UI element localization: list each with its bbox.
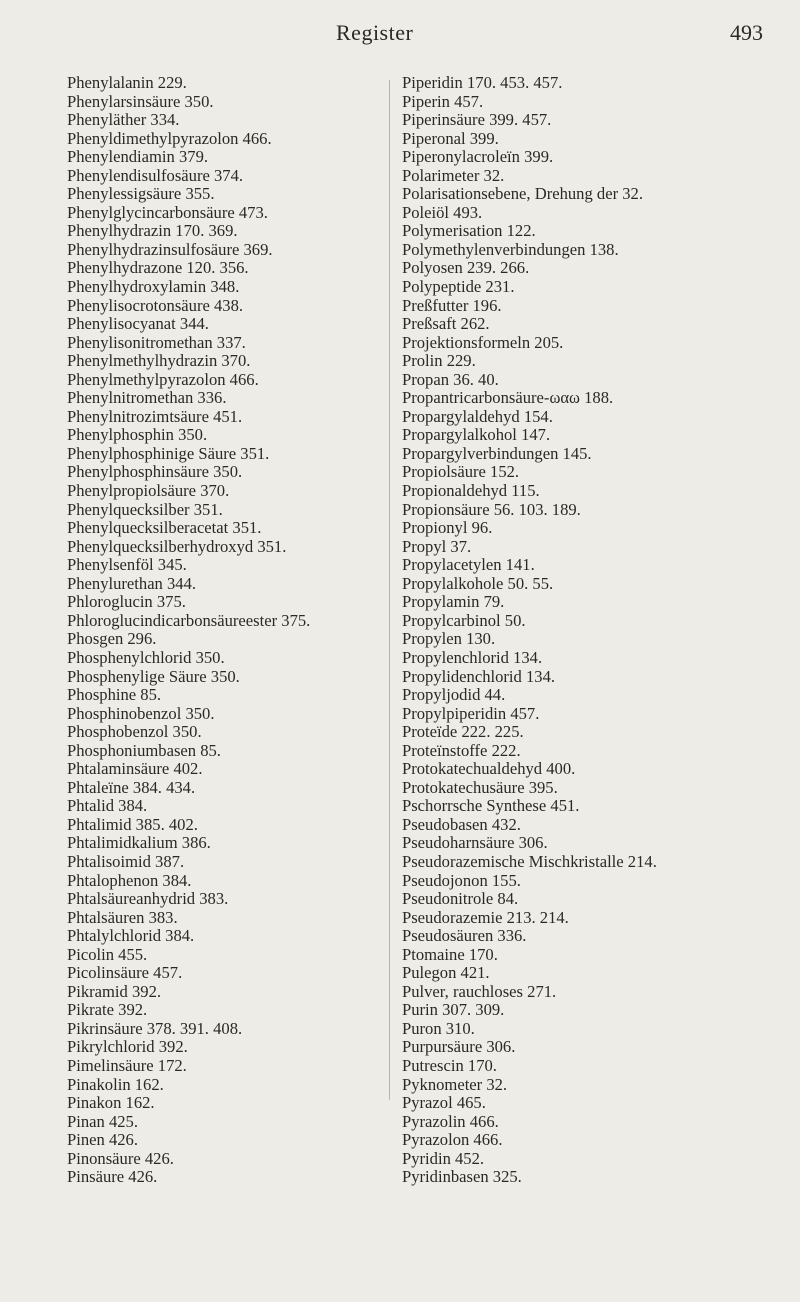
index-entry: Piperonal 399. — [402, 128, 499, 148]
index-entry: Proteïde 222. 225. — [402, 722, 524, 742]
index-entry: Propantricarbonsäure-ωαω 188. — [402, 388, 614, 408]
index-entry: Preßsaft 262. — [402, 314, 490, 334]
index-entry: Propylamin 79. — [402, 592, 505, 612]
index-entry: Pikrate 392. — [67, 1000, 148, 1020]
index-entry: Phenylquecksilberhydroxyd 351. — [67, 536, 287, 556]
index-entry: Phenylisocrotonsäure 438. — [67, 295, 244, 315]
index-entry: Phenylessigsäure 355. — [67, 184, 215, 204]
index-entry: Preßfutter 196. — [402, 295, 502, 315]
index-entry: Phenylquecksilber 351. — [67, 499, 223, 519]
index-entry: Piperidin 170. 453. 457. — [402, 73, 563, 92]
index-entry: Pseudojonon 155. — [402, 870, 521, 890]
index-entry: Polyosen 239. 266. — [402, 258, 530, 278]
index-entry: Piperin 457. — [402, 91, 484, 111]
index-entry: Phenylpropiolsäure 370. — [67, 481, 230, 501]
index-entry: Pyknometer 32. — [402, 1074, 508, 1094]
index-entry: Polypeptide 231. — [402, 277, 515, 297]
index-entry: Pseudorazemische Mischkristalle 214. — [402, 851, 657, 871]
index-entry: Phosphobenzol 350. — [67, 722, 202, 742]
index-entry: Phenylmethylhydrazin 370. — [67, 351, 251, 371]
index-entry: Phenylquecksilberacetat 351. — [67, 518, 262, 538]
index-entry: Phenylsenföl 345. — [67, 555, 187, 575]
index-entry: Pseudorazemie 213. 214. — [402, 907, 569, 927]
index-entry: Propionyl 96. — [402, 518, 493, 538]
index-entry: Phtaleïne 384. 434. — [67, 777, 196, 797]
index-entry: Picolin 455. — [67, 944, 148, 964]
index-entry: Phenylglycincarbonsäure 473. — [67, 202, 268, 222]
index-entry: Pikrinsäure 378. 391. 408. — [67, 1018, 243, 1038]
index-entry: Phenylphosphinige Säure 351. — [67, 443, 270, 463]
index-entry: Pimelinsäure 172. — [67, 1055, 187, 1075]
index-entry: Pinan 425. — [67, 1111, 138, 1131]
index-entry: Phenylphosphinsäure 350. — [67, 462, 243, 482]
index-column-left — [67, 74, 385, 1187]
index-entry: Propylacetylen 141. — [402, 555, 535, 575]
index-entry: Phtalophenon 384. — [67, 870, 192, 890]
index-entry: Polarisationsebene, Drehung der 32. — [402, 184, 644, 204]
page-title: Register — [336, 20, 414, 45]
index-entry: Phenylphosphin 350. — [67, 425, 208, 445]
index-entry: Protokatechusäure 395. — [402, 777, 558, 797]
index-entry: Propan 36. 40. — [402, 369, 499, 389]
index-entry: Phloroglucindicarbonsäureester 375. — [67, 610, 311, 630]
index-entry: Phenylhydrazinsulfosäure 369. — [67, 239, 273, 259]
index-entry: Polarimeter 32. — [402, 165, 505, 185]
page-number: 493 — [730, 20, 763, 45]
index-entry: Pschorrsche Synthese 451. — [402, 796, 580, 816]
index-entry: Propylcarbinol 50. — [402, 610, 526, 630]
index-column-right — [402, 74, 782, 1187]
index-entry: Propargylalkohol 147. — [402, 425, 551, 445]
index-entry: Pulver, rauchloses 271. — [402, 981, 557, 1001]
index-entry: Projektionsformeln 205. — [402, 332, 564, 352]
index-entry: Phenylurethan 344. — [67, 573, 197, 593]
index-entry: Pseudobasen 432. — [402, 814, 521, 834]
index-entry: Pyridinbasen 325. — [402, 1167, 522, 1187]
index-entry: Pinsäure 426. — [67, 1167, 158, 1187]
index-entry: Phenylendisulfosäure 374. — [67, 165, 244, 185]
index-entry: Phosphenylige Säure 350. — [67, 666, 240, 686]
index-entry: Phosphinobenzol 350. — [67, 703, 215, 723]
index-entry: Pikrylchlorid 392. — [67, 1037, 188, 1057]
index-entry: Piperinsäure 399. 457. — [402, 110, 552, 130]
column-divider — [389, 80, 390, 1100]
index-entry: Piperonylacroleïn 399. — [402, 147, 554, 167]
index-entry: Phenylisocyanat 344. — [67, 314, 209, 334]
index-entry: Pseudonitrole 84. — [402, 889, 519, 909]
index-entry: Poleiöl 493. — [402, 202, 483, 222]
index-entry: Pseudoharnsäure 306. — [402, 833, 548, 853]
index-entry: Pseudosäuren 336. — [402, 926, 527, 946]
index-entry: Phenylendiamin 379. — [67, 147, 209, 167]
index-entry: Pyridin 452. — [402, 1148, 485, 1168]
index-entry: Phenylnitromethan 336. — [67, 388, 227, 408]
index-entry: Phosgen 296. — [67, 629, 157, 649]
index-entry: Phtalsäuren 383. — [67, 907, 178, 927]
index-entry: Pinen 426. — [67, 1130, 138, 1150]
index-entry: Protokatechualdehyd 400. — [402, 759, 576, 779]
index-entry: Phtalimid 385. 402. — [67, 814, 198, 834]
index-entry: Ptomaine 170. — [402, 944, 498, 964]
index-entry: Puron 310. — [402, 1018, 475, 1038]
index-entry: Phosphoniumbasen 85. — [67, 740, 221, 760]
index-entry: Propionsäure 56. 103. 189. — [402, 499, 581, 519]
index-entry: Phenylarsinsäure 350. — [67, 91, 214, 111]
index-entry: Propyljodid 44. — [402, 685, 506, 705]
index-entry: Phenylhydrazone 120. 356. — [67, 258, 249, 278]
index-entry: Pinakolin 162. — [67, 1074, 164, 1094]
index-entry: Phenyldimethylpyrazolon 466. — [67, 128, 272, 148]
index-entry: Purpursäure 306. — [402, 1037, 516, 1057]
index-entry: Propylalkohole 50. 55. — [402, 573, 554, 593]
index-entry: Propargylverbindungen 145. — [402, 443, 592, 463]
index-entry: Pyrazolon 466. — [402, 1130, 503, 1150]
index-entry: Pinakon 162. — [67, 1093, 155, 1113]
index-entry: Prolin 229. — [402, 351, 476, 371]
index-entry: Putrescin 170. — [402, 1055, 497, 1075]
index-entry: Pinonsäure 426. — [67, 1148, 174, 1168]
index-entry: Propionaldehyd 115. — [402, 481, 540, 501]
index-entry: Propyl 37. — [402, 536, 472, 556]
index-entry: Propargylaldehyd 154. — [402, 406, 553, 426]
index-entry: Propylenchlorid 134. — [402, 647, 543, 667]
index-entry: Phenylhydrazin 170. 369. — [67, 221, 238, 241]
index-entry: Phtalsäureanhydrid 383. — [67, 889, 229, 909]
page-header — [0, 20, 800, 50]
index-entry: Pulegon 421. — [402, 963, 490, 983]
index-entry: Phenylisonitromethan 337. — [67, 332, 246, 352]
index-entry: Phloroglucin 375. — [67, 592, 186, 612]
index-entry: Pikramid 392. — [67, 981, 162, 1001]
index-entry: Phtalylchlorid 384. — [67, 926, 195, 946]
index-entry: Picolinsäure 457. — [67, 963, 183, 983]
index-entry: Propylpiperidin 457. — [402, 703, 540, 723]
index-entry: Pyrazol 465. — [402, 1093, 486, 1113]
index-entry: Propylidenchlorid 134. — [402, 666, 556, 686]
index-entry: Phtalisoimid 387. — [67, 851, 185, 871]
index-entry: Polymerisation 122. — [402, 221, 536, 241]
index-entry: Phtalid 384. — [67, 796, 148, 816]
index-entry: Pyrazolin 466. — [402, 1111, 499, 1131]
index-entry: Phenylmethylpyrazolon 466. — [67, 369, 259, 389]
index-entry: Polymethylenverbindungen 138. — [402, 239, 619, 259]
index-entry: Propylen 130. — [402, 629, 496, 649]
index-entry: Phosphine 85. — [67, 685, 162, 705]
index-entry: Proteïnstoffe 222. — [402, 740, 521, 760]
index-entry: Phosphenylchlorid 350. — [67, 647, 225, 667]
index-entry: Phtalimidkalium 386. — [67, 833, 211, 853]
index-entry: Phenyläther 334. — [67, 110, 180, 130]
index-entry: Phenylhydroxylamin 348. — [67, 277, 240, 297]
index-entry: Purin 307. 309. — [402, 1000, 505, 1020]
index-entry: Phenylnitrozimtsäure 451. — [67, 406, 243, 426]
index-entry: Phtalaminsäure 402. — [67, 759, 203, 779]
index-entry: Phenylalanin 229. — [67, 73, 187, 92]
index-entry: Propiolsäure 152. — [402, 462, 520, 482]
